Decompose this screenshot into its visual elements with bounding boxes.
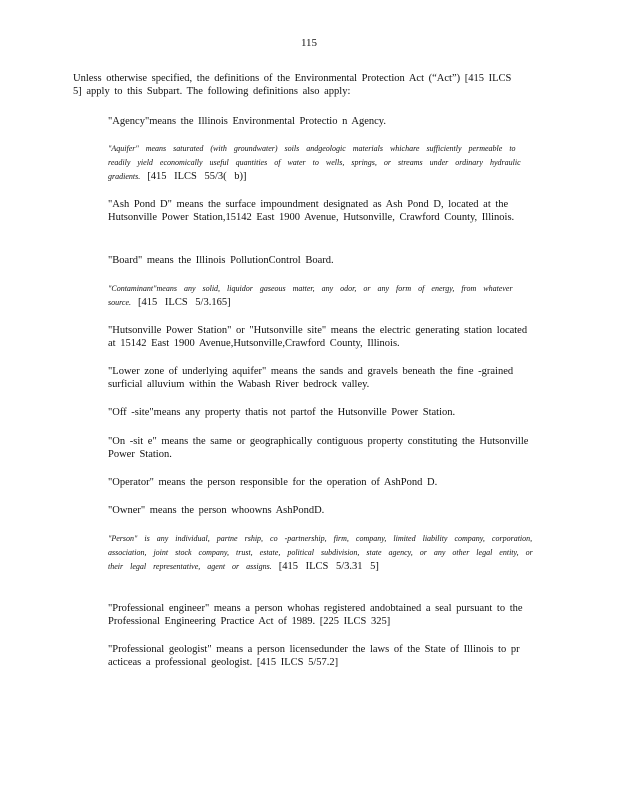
definition-aquifer-cite: [415 ILCS 55/3( b)] [147, 171, 247, 182]
definition-hutsonville-power-station: "Hutsonville Power Station" or "Hutsonville site" means the electric generating station located at 15142 East 1900 Avenue,Hutsonville,Crawford County, Illinois. [108, 325, 528, 349]
definition-agency: "Agency"means the Illinois Environmental Protectio n Agency. [108, 116, 386, 127]
definition-off-site: "Off -site"means any property thatis not partof the Hutsonville Power Station. [108, 407, 456, 418]
definition-professional-geologist: "Professional geologist" means a person licensedunder the laws of the State of Illinois to pr acticeas a professional geologist. [415 ILCS 5/57.2] [108, 644, 520, 668]
definition-contaminant-cite: [415 ILCS 5/3.165] [138, 297, 231, 308]
definition-aquifer-text: "Aquifer" means saturated (with groundwater) soils andgeologic materials whichare sufficiently permeable to readily yield economically useful quantities of water to wells, springs, or streams under ordinary hydraulic gradients. [108, 144, 521, 181]
intro-paragraph: Unless otherwise specified, the definitions of the Environmental Protection Act (“Act”) [415 ILCS 5] apply to this Subpart. The following definitions also apply: [73, 73, 512, 97]
definition-operator: "Operator" means the person responsible for the operation of AshPond D. [108, 477, 438, 488]
definition-lower-zone-aquifer: "Lower zone of underlying aquifer" means the sands and gravels beneath the fine -grained surficial alluvium within the Wabash River bedrock valley. [108, 366, 514, 390]
definition-person [108, 532, 538, 574]
definition-on-site: "On -sit e" means the same or geographically contiguous property constituting the Hutsonville Power Station. [108, 436, 529, 460]
definition-board: "Board" means the Illinois PollutionControl Board. [108, 255, 334, 266]
definition-ash-pond-d: "Ash Pond D" means the surface impoundment designated as Ash Pond D, located at the Hutsonville Power Station,15142 East 1900 Avenue, Hutsonville, Crawford County, Illinois. [108, 199, 515, 223]
page-number: 115 [300, 37, 318, 49]
definition-person-text: "Person" is any individual, partne rship, co -partnership, firm, company, limited liability company, corporation, association, joint stock company, trust, estate, political subdivision, state agency, or any other legal entity, or their legal representative, agent or assigns. [108, 534, 533, 571]
definition-professional-engineer: "Professional engineer" means a person whohas registered andobtained a seal pursuant to the Professional Engineering Practice Act of 1989. [225 ILCS 325] [108, 603, 523, 627]
definition-contaminant-text: "Contaminant"means any solid, liquidor gaseous matter, any odor, or any form of energy, from whatever source. [108, 284, 513, 307]
definition-aquifer [108, 142, 538, 184]
definition-owner: "Owner" means the person whoowns AshPondD. [108, 505, 325, 516]
definition-person-cite: [415 ILCS 5/3.31 5] [278, 561, 379, 572]
definition-contaminant [108, 282, 538, 310]
